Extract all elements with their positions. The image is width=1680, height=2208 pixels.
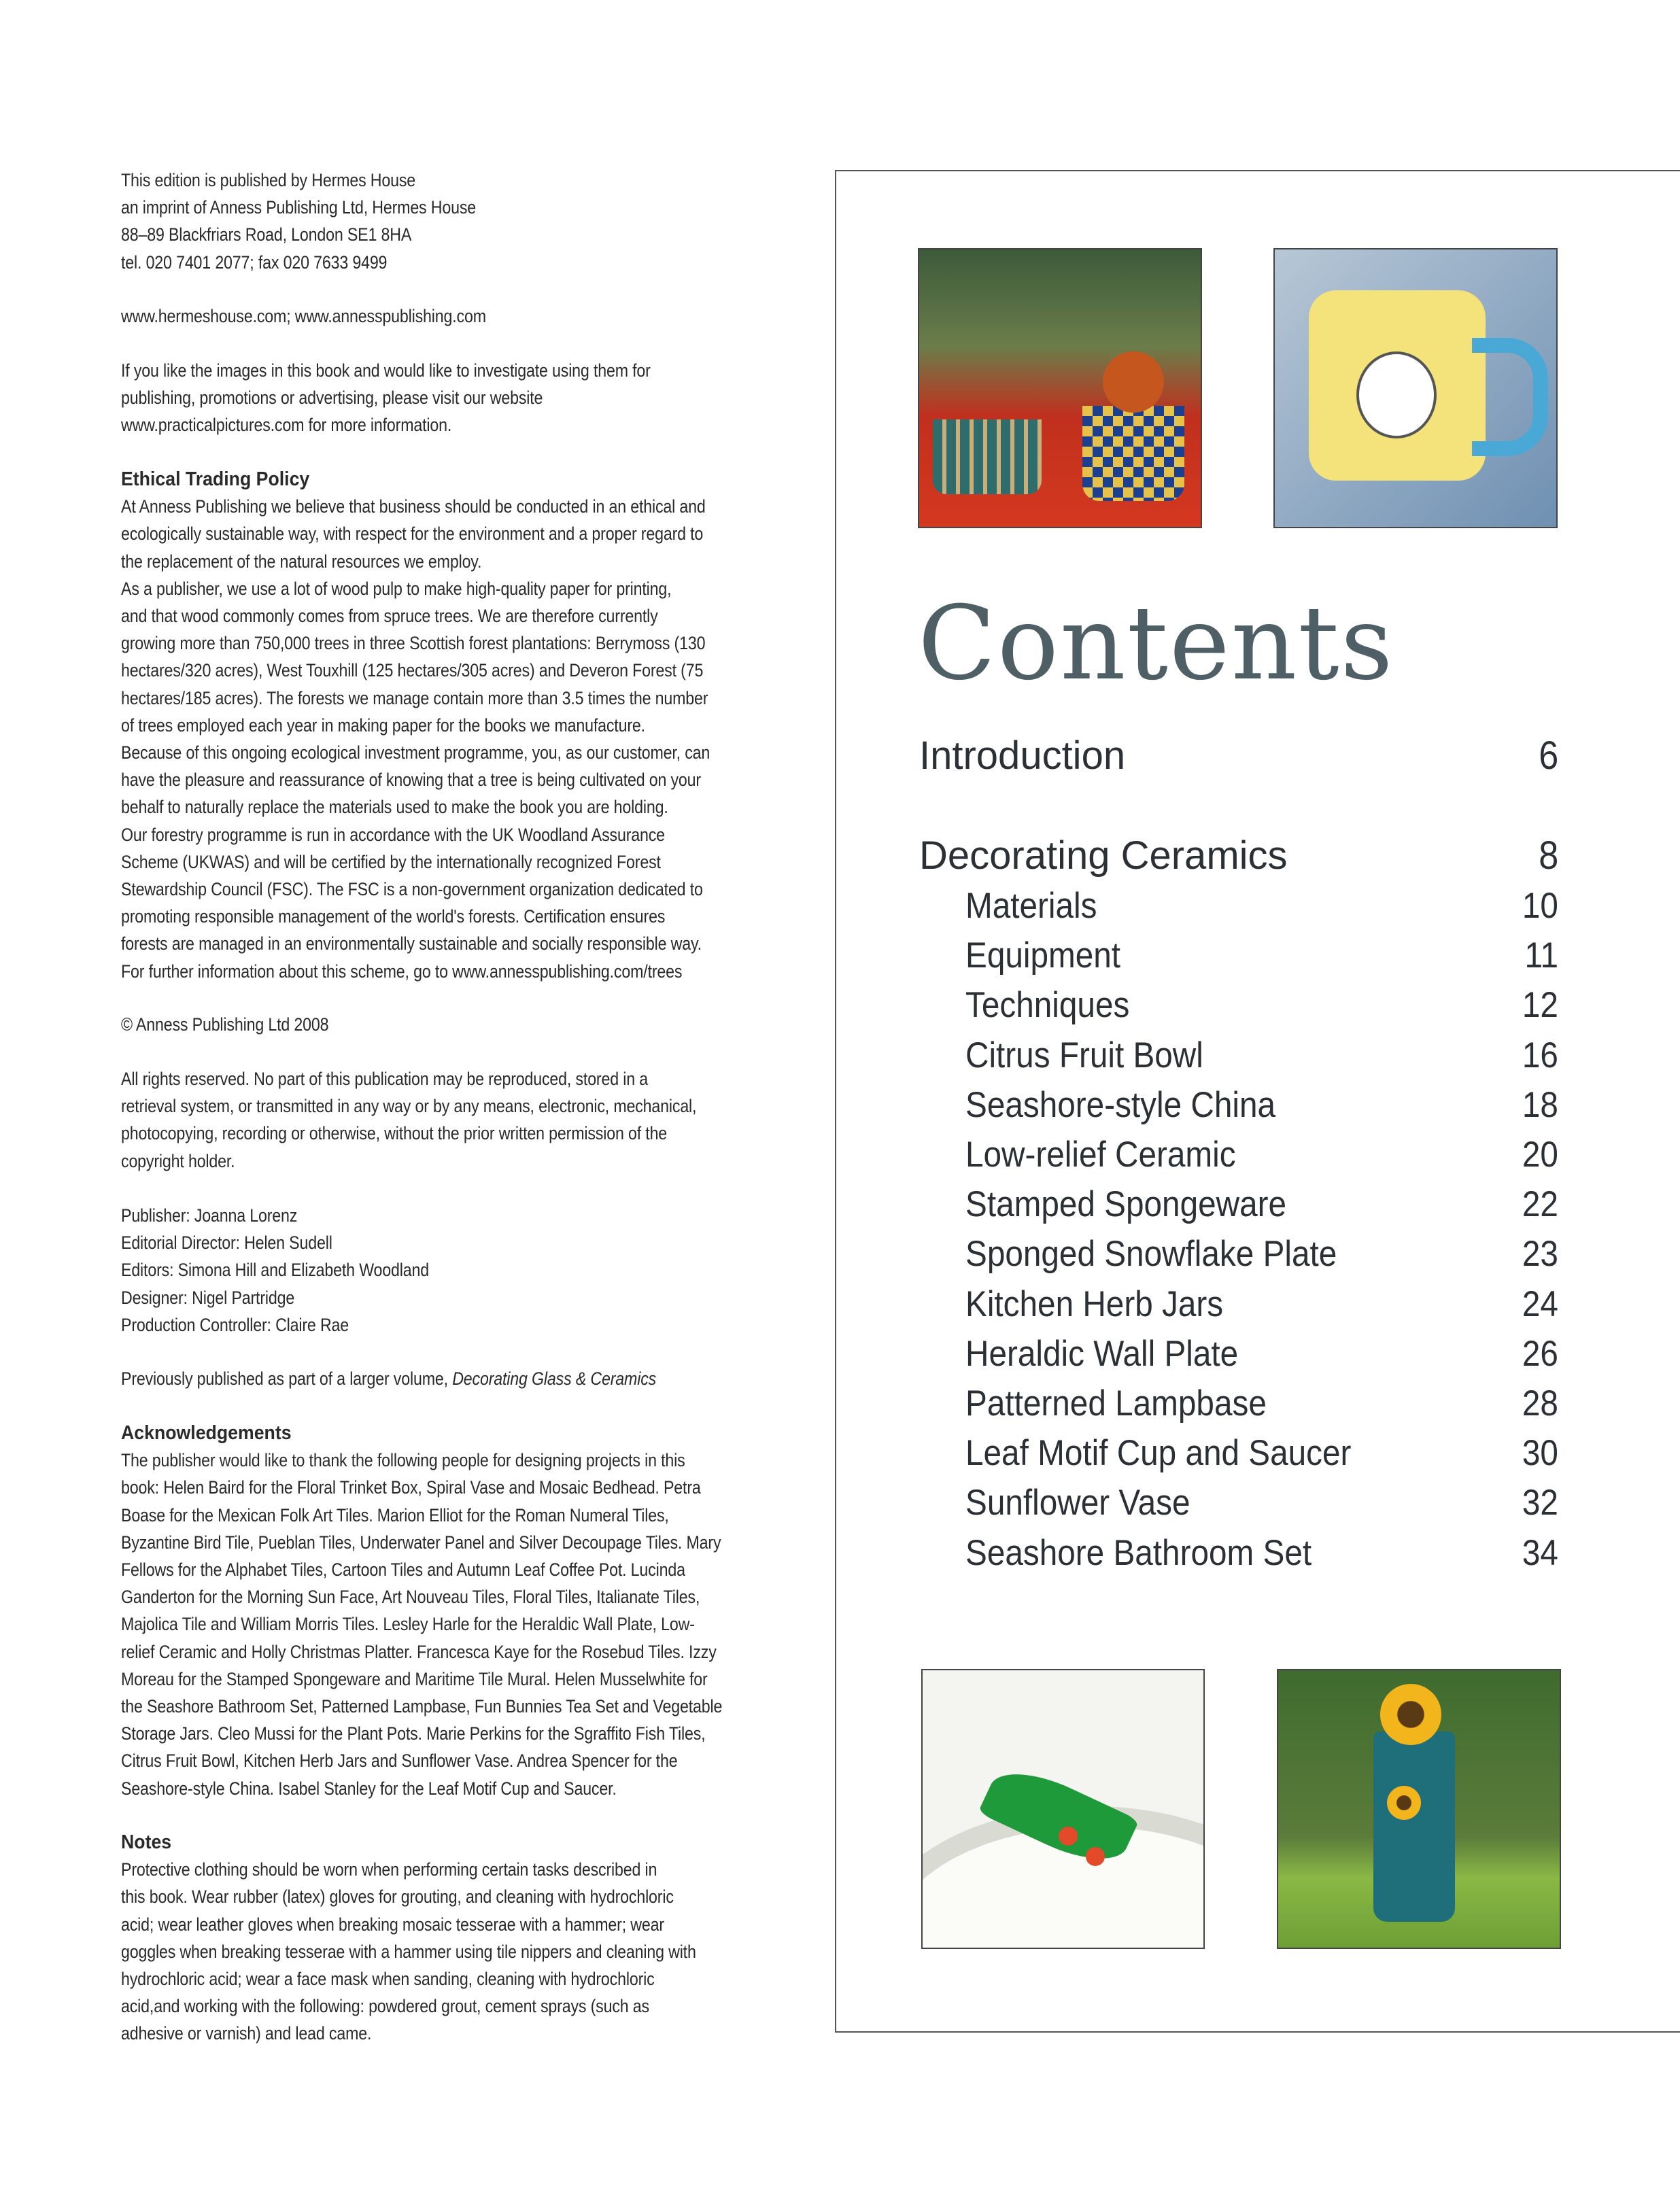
- ethical-line: Stewardship Council (FSC). The FSC is a non-government organization dedicated to: [121, 879, 703, 900]
- notes-line: adhesive or varnish) and lead came.: [121, 2023, 372, 2044]
- toc-entry-introduction[interactable]: [919, 733, 1558, 778]
- notes-line: hydrochloric acid; wear a face mask when sanding, cleaning with hydrochloric: [121, 1969, 655, 1990]
- toc-page: 32: [1522, 1483, 1558, 1523]
- acknowledgements-line: relief Ceramic and Holly Christmas Platter. Francesca Kaye for the Rosebud Tiles. Izzy: [121, 1641, 717, 1662]
- ethical-line: forests are managed in an environmentally sustainable and socially responsible way.: [121, 933, 702, 954]
- images-info-line: www.practicalpictures.com for more information.: [121, 415, 452, 436]
- ethical-line: behalf to naturally replace the materials used to make the book you are holding.: [121, 797, 668, 818]
- credit-line: Editors: Simona Hill and Elizabeth Woodland: [121, 1260, 429, 1281]
- imprint-line: This edition is published by Hermes House: [121, 170, 416, 190]
- acknowledgements-line: The publisher would like to thank the following people for designing projects in this: [121, 1450, 685, 1471]
- acknowledgements-line: Citrus Fruit Bowl, Kitchen Herb Jars and Sunflower Vase. Andrea Spencer for the: [121, 1750, 678, 1772]
- toc-entry[interactable]: [965, 1532, 1558, 1574]
- credit-line: Editorial Director: Helen Sudell: [121, 1232, 332, 1254]
- ethical-line: the replacement of the natural resources we employ.: [121, 551, 482, 572]
- previously-published: Previously published as part of a larger volume, Decorating Glass & Ceramics: [121, 1368, 657, 1389]
- ethical-heading: Ethical Trading Policy: [121, 468, 310, 490]
- rights-line: retrieval system, or transmitted in any way or by any means, electronic, mechanical,: [121, 1096, 697, 1117]
- ethical-line: Our forestry programme is run in accordance with the UK Woodland Assurance: [121, 824, 665, 845]
- credit-line: Publisher: Joanna Lorenz: [121, 1205, 298, 1226]
- toc-label: Equipment: [965, 935, 1121, 976]
- ethical-line: have the pleasure and reassurance of knowing that a tree is being cultivated on your: [121, 770, 701, 791]
- images-info-line: publishing, promotions or advertising, please visit our website: [121, 387, 543, 409]
- toc-page: 16: [1522, 1035, 1558, 1075]
- acknowledgements-line: Ganderton for the Morning Sun Face, Art Nouveau Tiles, Floral Tiles, Italianate Tiles,: [121, 1587, 700, 1608]
- toc-page: 11: [1524, 935, 1558, 976]
- toc-label: Techniques: [965, 985, 1130, 1026]
- toc-label: Heraldic Wall Plate: [965, 1333, 1239, 1374]
- toc-entry[interactable]: [965, 1432, 1558, 1474]
- toc-entry[interactable]: [965, 984, 1558, 1026]
- ethical-line: and that wood commonly comes from spruce trees. We are therefore currently: [121, 606, 658, 627]
- acknowledgements-line: Storage Jars. Cleo Mussi for the Plant Pots. Marie Perkins for the Sgraffito Fish Tiles,: [121, 1723, 706, 1744]
- ethical-line: promoting responsible management of the world's forests. Certification ensures: [121, 906, 666, 927]
- notes-section: Notes Protective clothing should be worn when performing certain tasks described in this book. Wear rubber (latex) gloves for grouting, and cleaning with hydrochloric acid; wear leather gloves when breaking mosaic tesserae with a hammer; wear goggles when breaking tesserae with a hammer using tile nippers and cleaning with hydrochloric acid; wear a face mask when sanding, cleaning with hydrochloric acid,and working with the following: powdered grout, cement sprays (such as adhesive or varnish) and lead came.: [121, 1829, 828, 2048]
- notes-line: this book. Wear rubber (latex) gloves for grouting, and cleaning with hydrochloric: [121, 1886, 674, 1908]
- copyright: © Anness Publishing Ltd 2008: [121, 1014, 329, 1035]
- ethical-line: As a publisher, we use a lot of wood pulp to make high-quality paper for printing,: [121, 578, 672, 599]
- acknowledgements-line: Moreau for the Stamped Spongeware and Maritime Tile Mural. Helen Musselwhite for: [121, 1668, 708, 1689]
- rights-line: All rights reserved. No part of this publication may be reproduced, stored in a: [121, 1069, 649, 1089]
- imprint-block: [121, 167, 828, 276]
- toc-page: 23: [1522, 1234, 1558, 1275]
- acknowledgements-line: book: Helen Baird for the Floral Trinket Box, Spiral Vase and Mosaic Bedhead. Petra: [121, 1477, 701, 1498]
- toc-page: 24: [1522, 1283, 1558, 1324]
- notes-line: acid; wear leather gloves when breaking mosaic tesserae with a hammer; wear: [121, 1914, 664, 1935]
- toc-label: Materials: [965, 886, 1097, 926]
- credit-line: Designer: Nigel Partridge: [121, 1287, 295, 1308]
- toc-entry[interactable]: [965, 1482, 1558, 1523]
- toc-entry[interactable]: [965, 1283, 1558, 1325]
- acknowledgements-line: Fellows for the Alphabet Tiles, Cartoon Tiles and Autumn Leaf Coffee Pot. Lucinda: [121, 1559, 685, 1581]
- toc-label: Sponged Snowflake Plate: [965, 1234, 1337, 1275]
- toc-page: 34: [1522, 1532, 1558, 1573]
- acknowledgements-line: the Seashore Bathroom Set, Patterned Lampbase, Fun Bunnies Tea Set and Vegetable: [121, 1696, 723, 1717]
- imprint-line: tel. 020 7401 2077; fax 020 7633 9499: [121, 252, 388, 273]
- toc-entry-decorating-ceramics[interactable]: [919, 833, 1558, 878]
- photo-sunflower-vase: [1277, 1669, 1561, 1949]
- toc-page: 22: [1522, 1184, 1558, 1225]
- imprint-line: an imprint of Anness Publishing Ltd, Hermes House: [121, 197, 477, 218]
- photo-holly-plate: [921, 1669, 1205, 1949]
- toc-page: 18: [1522, 1084, 1558, 1125]
- ethical-line: Scheme (UKWAS) and will be certified by the internationally recognized Forest: [121, 851, 661, 872]
- credit-line: Production Controller: Claire Rae: [121, 1314, 349, 1335]
- rights-line: photocopying, recording or otherwise, without the prior written permission of the: [121, 1123, 668, 1144]
- ethical-line: growing more than 750,000 trees in three Scottish forest plantations: Berrymoss (130: [121, 633, 706, 654]
- toc-label: Sunflower Vase: [965, 1483, 1190, 1523]
- toc-entry[interactable]: [965, 935, 1558, 976]
- photo-cactus-pots: [918, 248, 1202, 528]
- toc-page: 12: [1522, 985, 1558, 1026]
- notes-line: goggles when breaking tesserae with a hammer using tile nippers and cleaning with: [121, 1941, 696, 1962]
- toc-page: 28: [1522, 1383, 1558, 1424]
- toc-page: 8: [1538, 833, 1558, 878]
- toc-entry[interactable]: [965, 1333, 1558, 1375]
- rights-block: [121, 1065, 828, 1175]
- toc-label: Kitchen Herb Jars: [965, 1283, 1224, 1324]
- toc-page: 20: [1522, 1135, 1558, 1175]
- toc-label: Stamped Spongeware: [965, 1184, 1287, 1225]
- toc-label: Decorating Ceramics: [919, 833, 1288, 878]
- credits-block: [121, 1202, 828, 1339]
- toc-entry[interactable]: [965, 1233, 1558, 1275]
- photo-painted-mug: [1273, 248, 1558, 528]
- toc-entry[interactable]: [965, 885, 1558, 927]
- toc-page: 10: [1522, 886, 1558, 926]
- imprint-line: 88–89 Blackfriars Road, London SE1 8HA: [121, 224, 412, 245]
- images-info: [121, 357, 828, 439]
- images-info-line: If you like the images in this book and would like to investigate using them for: [121, 360, 651, 381]
- rights-line: copyright holder.: [121, 1150, 235, 1171]
- ethical-line: of trees employed each year in making paper for the books we manufacture.: [121, 714, 645, 736]
- toc-entry[interactable]: [965, 1134, 1558, 1175]
- toc-label: Seashore Bathroom Set: [965, 1532, 1312, 1573]
- toc-label: Introduction: [919, 734, 1126, 778]
- toc-label: Leaf Motif Cup and Saucer: [965, 1433, 1352, 1474]
- acknowledgements-line: Boase for the Mexican Folk Art Tiles. Marion Elliot for the Roman Numeral Tiles,: [121, 1504, 669, 1525]
- toc-label: Seashore-style China: [965, 1084, 1276, 1125]
- toc-entry[interactable]: [965, 1035, 1558, 1076]
- ethical-line: hectares/185 acres). The forests we manage contain more than 3.5 times the number: [121, 687, 708, 708]
- contents-title: Contents: [918, 585, 1394, 703]
- notes-line: acid,and working with the following: powdered grout, cement sprays (such as: [121, 1996, 649, 2017]
- ethical-line: At Anness Publishing we believe that business should be conducted in an ethical and: [121, 496, 706, 517]
- toc-label: Low-relief Ceramic: [965, 1135, 1236, 1175]
- notes-line: Protective clothing should be worn when performing certain tasks described in: [121, 1859, 657, 1880]
- toc-label: Patterned Lampbase: [965, 1383, 1267, 1424]
- acknowledgements-section: Acknowledgements The publisher would like to thank the following people for designing projects in this book: Helen Baird for the Floral Trinket Box, Spiral Vase and Mosaic Bedhead. Petra Boase for the Mexican Folk Art Tiles. Marion Elliot for the Roman Numeral Tiles, Byzantine Bird Tile, Pueblan Tiles, Underwater Panel and Silver Decoupage Tiles. Mary Fellows for the Alphabet Tiles, Cartoon Tiles and Autumn Leaf Coffee Pot. Lucinda Ganderton for the Morning Sun Face, Art Nouveau Tiles, Floral Tiles, Italianate Tiles, Majolica Tile and William Morris Tiles. Lesley Harle for the Heraldic Wall Plate, Low- relief Ceramic and Holly Christmas Platter. Francesca Kaye for the Rosebud Tiles. Izzy Moreau for the Stamped Spongeware and Maritime Tile Mural. Helen Musselwhite for the Seashore Bathroom Set, Patterned Lampbase, Fun Bunnies Tea Set and Vegetable Storage Jars. Cleo Mussi for the Plant Pots. Marie Perkins for the Sgraffito Fish Tiles, Citrus Fruit Bowl, Kitchen Herb Jars and Sunflower Vase. Andrea Spencer for the Seashore-style China. Isabel Stanley for the Leaf Motif Cup and Saucer.: [121, 1419, 828, 1802]
- ethical-line: For further information about this scheme, go to www.annesspublishing.com/trees: [121, 961, 683, 982]
- acknowledgements-line: Seashore-style China. Isabel Stanley for the Leaf Motif Cup and Saucer.: [121, 1778, 617, 1799]
- acknowledgements-line: Majolica Tile and William Morris Tiles. Lesley Harle for the Heraldic Wall Plate, Low-: [121, 1614, 695, 1635]
- toc-entry[interactable]: [965, 1084, 1558, 1126]
- toc-entry[interactable]: [965, 1184, 1558, 1225]
- toc-entry[interactable]: [965, 1383, 1558, 1424]
- ethical-line: hectares/320 acres), West Touxhill (125 hectares/305 acres) and Deveron Forest (75: [121, 660, 704, 681]
- toc-page: 26: [1522, 1333, 1558, 1374]
- ethical-line: ecologically sustainable way, with respect for the environment and a proper regard to: [121, 523, 704, 545]
- toc-page: 6: [1538, 734, 1558, 778]
- toc-page: 30: [1522, 1433, 1558, 1474]
- ethical-section: [121, 466, 828, 985]
- ethical-line: Because of this ongoing ecological investment programme, you, as our customer, can: [121, 742, 710, 763]
- toc-label: Citrus Fruit Bowl: [965, 1035, 1203, 1075]
- acknowledgements-line: Byzantine Bird Tile, Pueblan Tiles, Underwater Panel and Silver Decoupage Tiles. Mary: [121, 1532, 721, 1553]
- websites: www.hermeshouse.com; www.annesspublishing.com: [121, 306, 486, 326]
